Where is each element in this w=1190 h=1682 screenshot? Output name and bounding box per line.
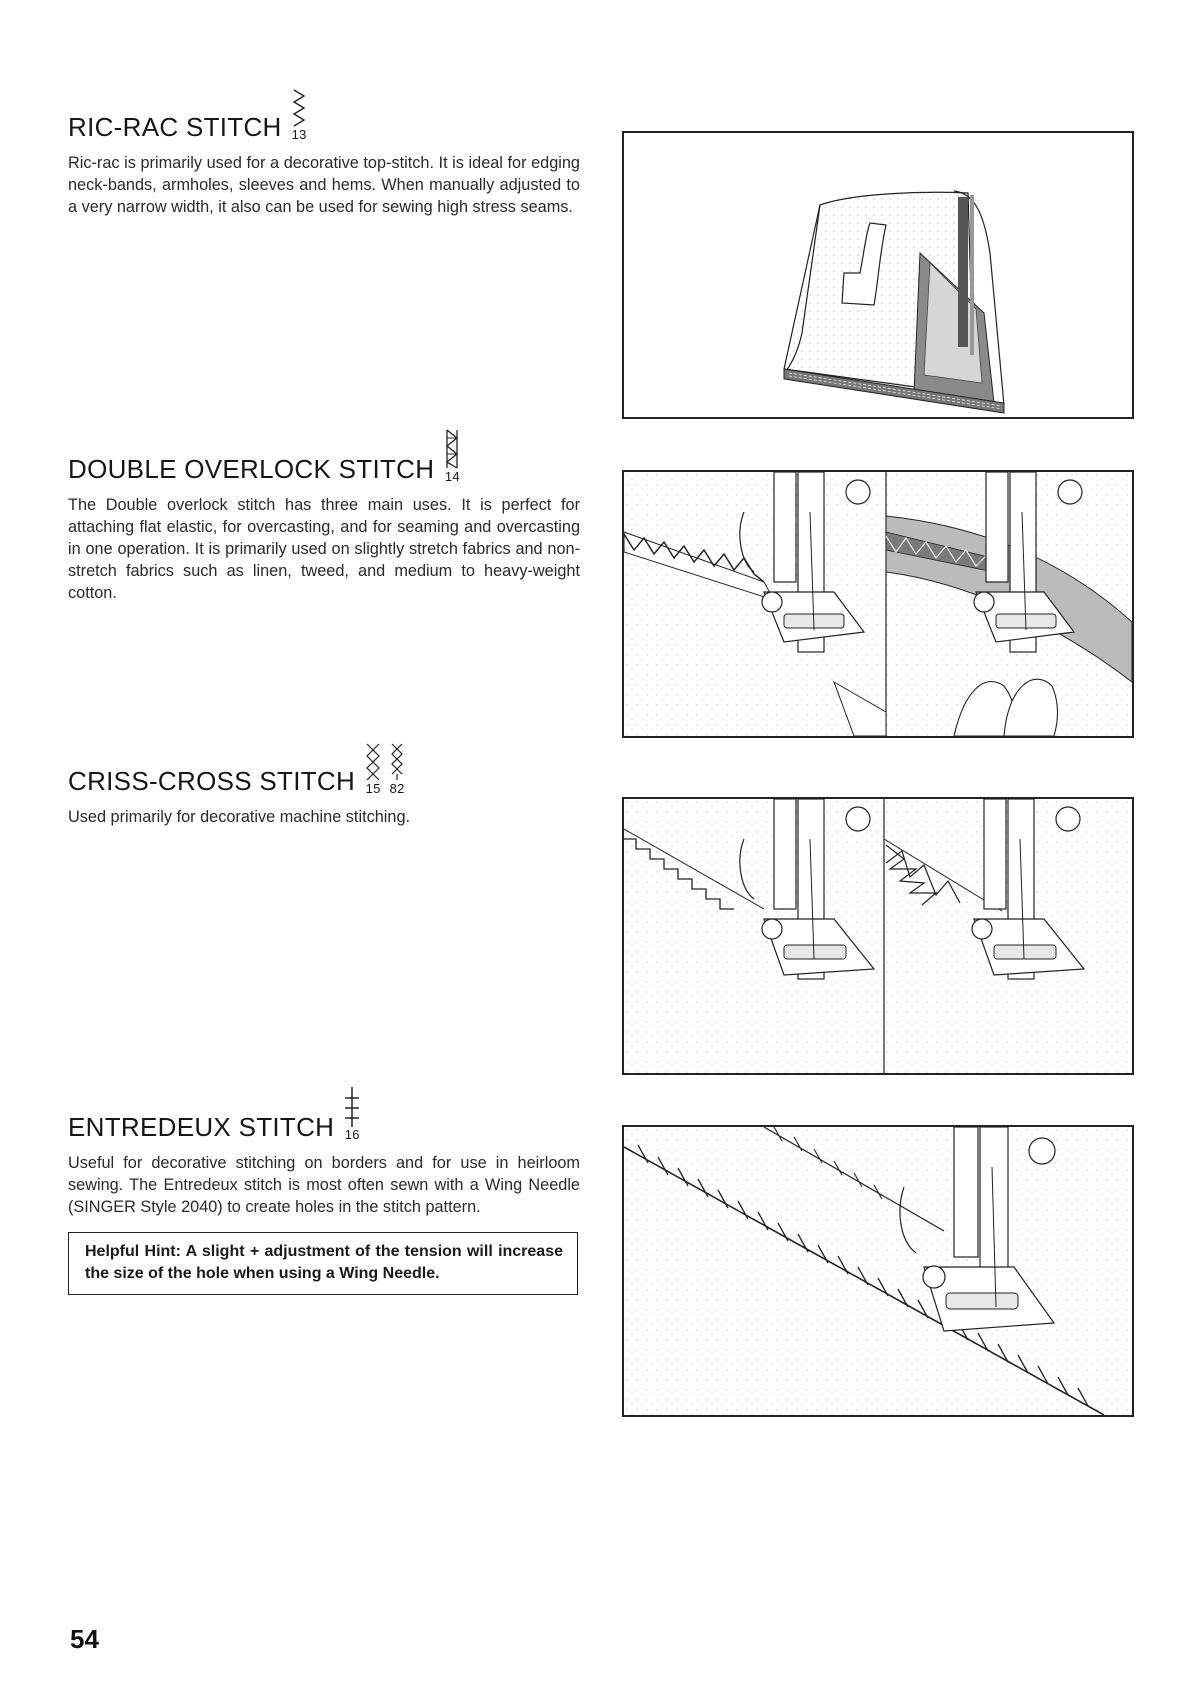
figure-entredeux-sewing xyxy=(622,1125,1134,1417)
section-heading xyxy=(68,88,580,142)
section-body: Useful for decorative stitching on borders and for use in heirloom sewing. The Entredeux stitch is most often sewn with a Wing Needle (SINGER Style 2040) to create holes in the stitch pattern. xyxy=(68,1154,580,1216)
entredeux-pattern-icon xyxy=(344,1086,360,1128)
section-ric-rac xyxy=(68,88,580,218)
stitch-symbol-15 xyxy=(365,742,381,796)
presser-foot-overlock-illustration xyxy=(624,472,1132,736)
stitch-number: 15 xyxy=(365,781,381,796)
heading-entredeux: ENTREDEUX STITCH xyxy=(68,1112,335,1142)
stitch-number: 14 xyxy=(444,469,460,484)
page-number: 54 xyxy=(70,1624,99,1654)
section-entredeux xyxy=(68,1086,580,1295)
figure-double-overlock-sewing xyxy=(622,470,1134,738)
section-heading xyxy=(68,742,580,796)
section-double-overlock xyxy=(68,428,580,604)
stitch-number: 82 xyxy=(389,781,405,796)
section-body: The Double overlock stitch has three main uses. It is perfect for attaching flat elastic, for overcasting, and for seaming and overcasting in one operation. It is primarily used on slightly stretch fabrics and non-stretch fabrics such as linen, tweed, and medium to heavy-weight cotton. xyxy=(68,496,580,602)
section-heading xyxy=(68,428,580,484)
double-criss-cross-pattern-icon xyxy=(389,742,405,782)
section-criss-cross xyxy=(68,742,580,828)
figure-ric-rac-fabric xyxy=(622,131,1134,419)
folded-fabric-illustration xyxy=(624,133,1132,417)
stitch-symbol-13 xyxy=(292,88,307,142)
ric-rac-pattern-icon xyxy=(292,88,306,128)
criss-cross-pattern-icon xyxy=(365,742,381,782)
heading-double-overlock: DOUBLE OVERLOCK STITCH xyxy=(68,454,435,484)
section-body: Ric-rac is primarily used for a decorative top-stitch. It is ideal for edging neck-bands, armholes, sleeves and hems. When manually adjusted to a very narrow width, it also can be used for sewing high stress seams. xyxy=(68,154,580,216)
section-body: Used primarily for decorative machine stitching. xyxy=(68,808,411,826)
figure-criss-cross-sewing xyxy=(622,797,1134,1075)
section-heading xyxy=(68,1086,580,1142)
stitch-number: 16 xyxy=(344,1127,360,1142)
presser-foot-criss-cross-illustration xyxy=(624,799,1132,1073)
stitch-number: 13 xyxy=(291,127,307,142)
helpful-hint-box: Helpful Hint: A slight + adjustment of the tension will increase the size of the hole when using a Wing Needle. xyxy=(68,1232,578,1295)
stitch-symbol-14 xyxy=(444,428,460,484)
stitch-symbol-82 xyxy=(389,742,405,796)
heading-criss-cross: CRISS-CROSS STITCH xyxy=(68,766,356,796)
stitch-symbol-16 xyxy=(344,1086,360,1142)
presser-foot-entredeux-illustration xyxy=(624,1127,1132,1415)
heading-ric-rac: RIC-RAC STITCH xyxy=(68,112,282,142)
overlock-pattern-icon xyxy=(444,428,460,470)
